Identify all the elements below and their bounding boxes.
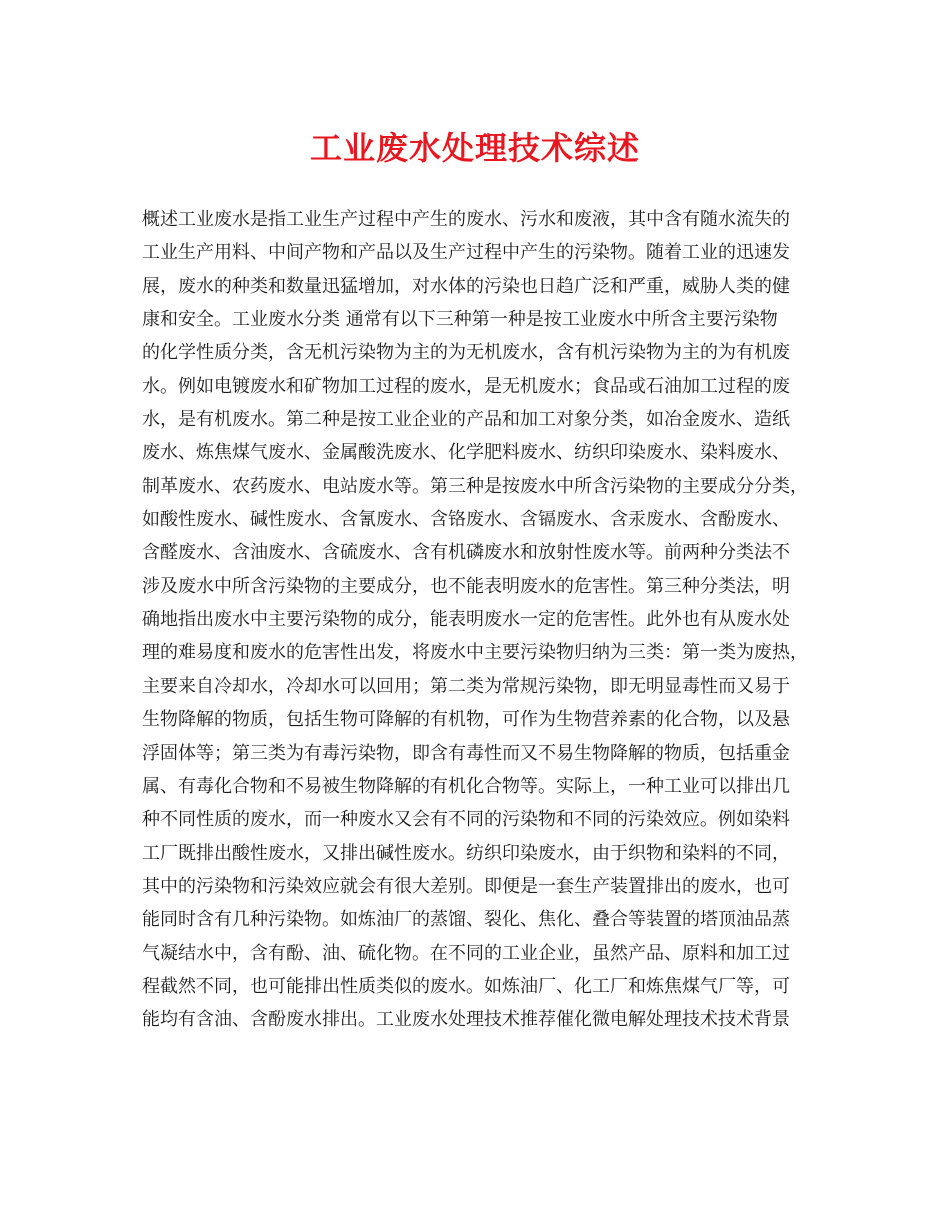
body-line-23: 气凝结水中，含有酚、油、硫化物。在不同的工业企业，虽然产品、原料和加工过 bbox=[142, 942, 790, 964]
body-line-17: 浮固体等；第三类为有毒污染物，即含有毒性而又不易生物降解的物质，包括重金 bbox=[142, 742, 790, 764]
body-line-03: 展，废水的种类和数量迅猛增加，对水体的污染也日趋广泛和严重，威胁人类的健 bbox=[142, 275, 790, 297]
document-body bbox=[142, 203, 822, 1037]
body-line-19: 种不同性质的废水，而一种废水又会有不同的污染物和不同的污染效应。例如染料 bbox=[142, 809, 790, 831]
body-line-08: 废水、炼焦煤气废水、金属酸洗废水、化学肥料废水、纺织印染废水、染料废水、 bbox=[142, 442, 790, 464]
body-line-06: 水。例如电镀废水和矿物加工过程的废水，是无机废水；食品或石油加工过程的废 bbox=[142, 375, 790, 397]
body-line-18: 属、有毒化合物和不易被生物降解的有机化合物等。实际上，一种工业可以排出几 bbox=[142, 775, 790, 797]
body-line-09: 制革废水、农药废水、电站废水等。第三种是按废水中所含污染物的主要成分分类， bbox=[142, 475, 808, 497]
body-line-15: 主要来自冷却水，冷却水可以回用；第二类为常规污染物，即无明显毒性而又易于 bbox=[142, 675, 790, 697]
body-line-25: 能均有含油、含酚废水排出。工业废水处理技术推荐催化微电解处理技术技术背景 bbox=[142, 1009, 790, 1031]
body-line-11: 含醛废水、含油废水、含硫废水、含有机磷废水和放射性废水等。前两种分类法不 bbox=[142, 542, 790, 564]
body-line-07: 水，是有机废水。第二种是按工业企业的产品和加工对象分类，如冶金废水、造纸 bbox=[142, 409, 790, 431]
body-line-05: 的化学性质分类，含无机污染物为主的为无机废水，含有机污染物为主的为有机废 bbox=[142, 342, 790, 364]
body-line-04: 康和安全。工业废水分类 通常有以下三种第一种是按工业废水中所含主要污染物 bbox=[142, 309, 778, 331]
body-line-01: 概述工业废水是指工业生产过程中产生的废水、污水和废液，其中含有随水流失的 bbox=[142, 209, 790, 230]
body-line-22: 能同时含有几种污染物。如炼油厂的蒸馏、裂化、焦化、叠合等装置的塔顶油品蒸 bbox=[142, 909, 790, 931]
body-line-20: 工厂既排出酸性废水，又排出碱性废水。纺织印染废水，由于织物和染料的不同， bbox=[142, 842, 790, 864]
body-line-10: 如酸性废水、碱性废水、含氰废水、含铬废水、含镉废水、含汞废水、含酚废水、 bbox=[142, 509, 790, 531]
body-line-16: 生物降解的物质，包括生物可降解的有机物，可作为生物营养素的化合物，以及悬 bbox=[142, 709, 790, 731]
body-line-12: 涉及废水中所含污染物的主要成分，也不能表明废水的危害性。第三种分类法，明 bbox=[142, 575, 790, 597]
body-line-14: 理的难易度和废水的危害性出发，将废水中主要污染物归纳为三类：第一类为废热， bbox=[142, 642, 808, 664]
body-line-24: 程截然不同，也可能排出性质类似的废水。如炼油厂、化工厂和炼焦煤气厂等，可 bbox=[142, 975, 790, 997]
body-line-02: 工业生产用料、中间产物和产品以及生产过程中产生的污染物。随着工业的迅速发 bbox=[142, 242, 790, 264]
body-line-21: 其中的污染物和污染效应就会有很大差别。即便是一套生产装置排出的废水，也可 bbox=[142, 875, 790, 897]
body-line-13: 确地指出废水中主要污染物的成分，能表明废水一定的危害性。此外也有从废水处 bbox=[142, 609, 790, 631]
document-title: 工业废水处理技术综述 bbox=[309, 129, 640, 167]
